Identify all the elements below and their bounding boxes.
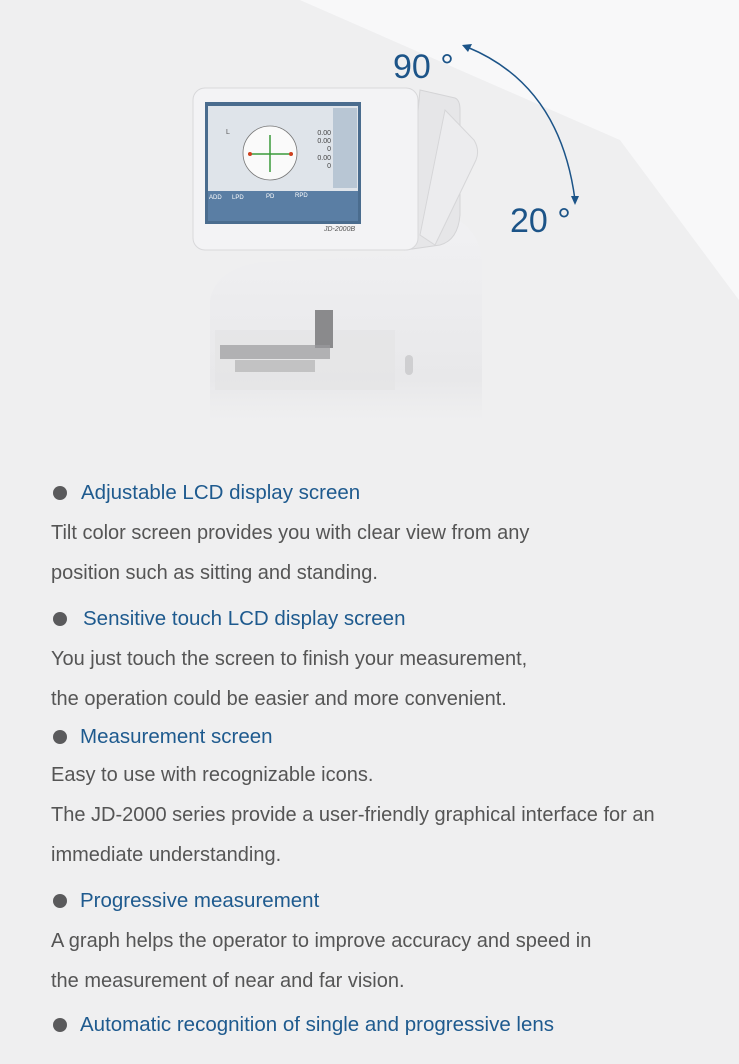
bullet-icon bbox=[53, 486, 67, 500]
feature-text: position such as sitting and standing. bbox=[51, 562, 378, 584]
screen-bottom-label: ADD bbox=[209, 195, 222, 201]
screen-value: 0.00 bbox=[317, 138, 331, 145]
max-tilt-angle: 90 ° bbox=[393, 48, 454, 86]
screen-value: 0.00 bbox=[317, 155, 331, 162]
screen-value: 0.00 bbox=[317, 130, 331, 137]
min-tilt-angle: 20 ° bbox=[510, 202, 571, 240]
feature-text: The JD-2000 series provide a user-friendly graphical interface for an bbox=[51, 804, 655, 826]
bullet-icon bbox=[53, 1018, 67, 1032]
monitor bbox=[193, 88, 418, 250]
feature-title: Progressive measurement bbox=[80, 889, 320, 912]
feature-text: the operation could be easier and more convenient. bbox=[51, 688, 507, 710]
lens-holder bbox=[315, 310, 333, 348]
feature-title: Adjustable LCD display screen bbox=[81, 481, 361, 504]
screen-bottom-label: PD bbox=[266, 194, 275, 200]
feature-title: Measurement screen bbox=[80, 725, 273, 748]
bullet-icon bbox=[53, 730, 67, 744]
feature-text: Tilt color screen provides you with clear view from any bbox=[51, 522, 530, 544]
bullet-icon bbox=[53, 612, 67, 626]
feature-title: Sensitive touch LCD display screen bbox=[83, 607, 406, 630]
model-label: JD-2000B bbox=[324, 226, 356, 233]
feature-text: the measurement of near and far vision. bbox=[51, 970, 405, 992]
feature-title: Automatic recognition of single and progressive lens bbox=[80, 1013, 555, 1036]
screen-value: 0 bbox=[327, 163, 331, 170]
screen-eye-label: L bbox=[226, 129, 230, 136]
feature-text: immediate understanding. bbox=[51, 844, 282, 866]
feature-text: A graph helps the operator to improve accuracy and speed in bbox=[51, 930, 592, 952]
feature-text: You just touch the screen to finish your measurement, bbox=[51, 648, 528, 670]
feature-text: Easy to use with recognizable icons. bbox=[51, 764, 374, 786]
screen-bottom-label: RPD bbox=[295, 193, 308, 199]
screen-bottom-label: LPD bbox=[232, 195, 244, 201]
screen-value: 0 bbox=[327, 146, 331, 153]
bullet-icon bbox=[53, 894, 67, 908]
